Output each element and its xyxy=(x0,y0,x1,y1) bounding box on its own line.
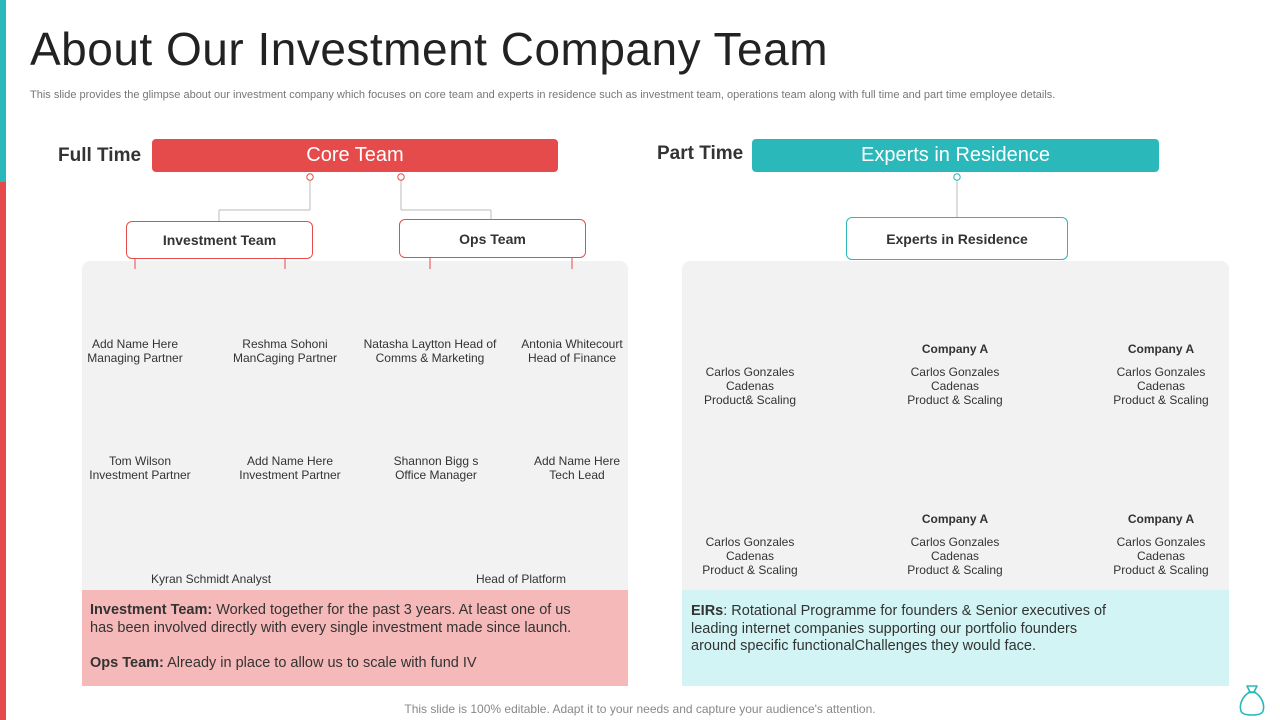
team-member: Head of Platform xyxy=(475,572,567,586)
expert-member: Company A Carlos Gonzales Cadenas Product & Scaling xyxy=(1113,512,1209,577)
team-member: Add Name Here Investment Partner xyxy=(239,454,341,482)
team-member: Add Name Here Managing Partner xyxy=(87,337,183,365)
expert-member: Carlos Gonzales Cadenas Product& Scaling xyxy=(703,365,797,407)
footer-text: This slide is 100% editable. Adapt it to your needs and capture your audience's attention. xyxy=(404,702,876,716)
team-member: Shannon Bigg s Office Manager xyxy=(393,454,479,482)
team-member: Add Name Here Tech Lead xyxy=(533,454,621,482)
part-time-label: Part Time xyxy=(657,143,744,164)
team-member: Tom Wilson Investment Partner xyxy=(89,454,191,482)
investment-team-box: Investment Team xyxy=(126,221,313,259)
team-member: Antonia Whitecourt Head of Finance xyxy=(521,337,623,365)
team-member: Kyran Schmidt Analyst xyxy=(150,572,272,586)
core-team-note: Investment Team: Worked together for the past 3 years. At least one of us has been involved directly with every single investment made since launch. Ops Team: Already in place to allow us to scale with fund IV xyxy=(82,590,628,686)
page-subtitle: This slide provides the glimpse about our investment company which focuses on core team and experts in residence such as investment team, operations team along with full time and part time employee details. xyxy=(30,89,1056,101)
team-member: Reshma Sohoni ManCaging Partner xyxy=(232,337,338,365)
expert-member: Carlos Gonzales Cadenas Product & Scaling xyxy=(702,535,798,577)
page-title: About Our Investment Company Team xyxy=(30,23,829,75)
team-member: Natasha Laytton Head of Comms & Marketing xyxy=(363,337,497,365)
experts-note: EIRs: Rotational Programme for founders & Senior executives of leading internet companies supporting our portfolio founders around specific functionalChallenges they would face. xyxy=(682,590,1229,686)
expert-member: Company A Carlos Gonzales Cadenas Product & Scaling xyxy=(1113,342,1209,407)
expert-member: Company A Carlos Gonzales Cadenas Product & Scaling xyxy=(907,342,1003,407)
experts-in-residence-box: Experts in Residence xyxy=(846,217,1068,260)
expert-member: Company A Carlos Gonzales Cadenas Product & Scaling xyxy=(907,512,1003,577)
experts-header: Experts in Residence xyxy=(752,139,1159,172)
full-time-label: Full Time xyxy=(58,145,142,166)
core-team-header: Core Team xyxy=(152,139,558,172)
money-bag-icon xyxy=(1237,683,1267,717)
ops-team-box: Ops Team xyxy=(399,219,586,258)
